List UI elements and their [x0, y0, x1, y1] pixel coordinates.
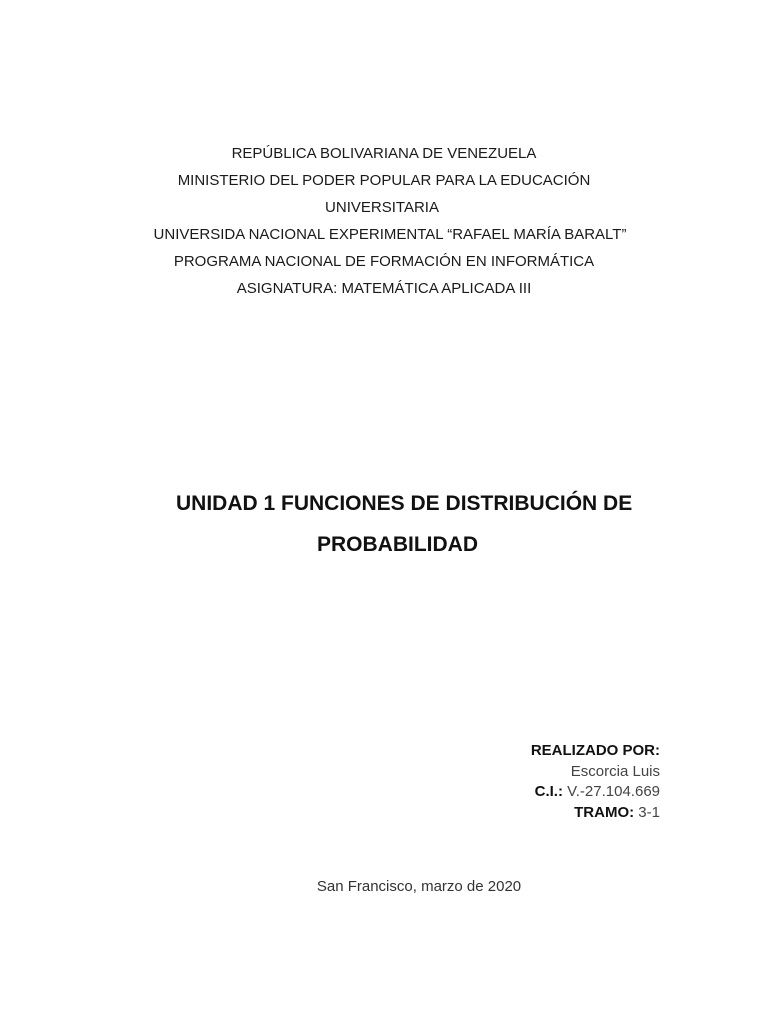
tramo-label: TRAMO:	[574, 803, 635, 821]
author-name: Escorcia Luis	[570, 762, 660, 780]
ci-value: V.-27.104.669	[562, 783, 660, 800]
header-line-republic: REPÚBLICA BOLIVARIANA DE VENEZUELA	[231, 145, 537, 162]
credits-ci-row	[531, 782, 660, 803]
credits-block	[531, 741, 660, 823]
place-date: San Francisco, marzo de 2020	[316, 878, 522, 895]
header-line-ministry-cont: UNIVERSITARIA	[325, 199, 439, 216]
credits-heading: REALIZADO POR:	[530, 742, 660, 759]
tramo-value: 3-1	[634, 803, 660, 821]
credits-tramo-row	[531, 803, 660, 824]
header-line-program: PROGRAMA NACIONAL DE FORMACIÓN EN INFORMÁTICA	[173, 253, 595, 270]
header-line-subject: ASIGNATURA: MATEMÁTICA APLICADA III	[236, 280, 532, 297]
credits-heading-row	[531, 741, 660, 762]
ci-label: C.I.:	[534, 783, 563, 800]
document-title-line-1: UNIDAD 1 FUNCIONES DE DISTRIBUCIÓN DE	[176, 492, 633, 515]
header-line-ministry: MINISTERIO DEL PODER POPULAR PARA LA EDUCACIÓN	[177, 172, 591, 189]
credits-author-row	[531, 762, 660, 783]
header-line-university: UNIVERSIDA NACIONAL EXPERIMENTAL “RAFAEL MARÍA BARALT”	[153, 226, 627, 243]
document-title-line-2: PROBABILIDAD	[317, 533, 478, 556]
